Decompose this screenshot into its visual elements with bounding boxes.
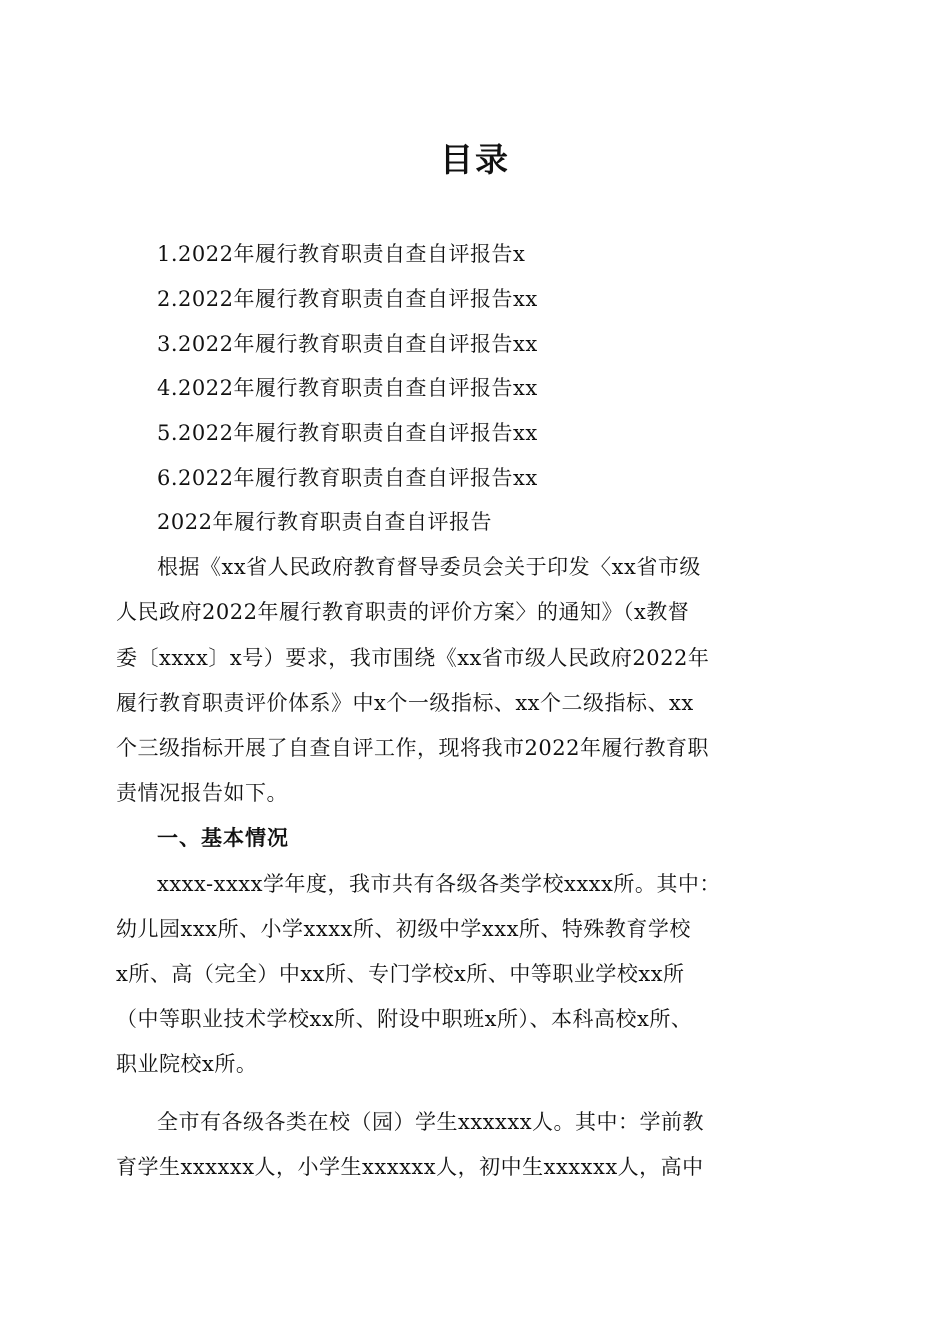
section-heading: 一、基本情况	[157, 826, 289, 851]
paragraph-line: 根据《xx省人民政府教育督导委员会关于印发〈xx省市级	[157, 555, 701, 580]
paragraph-line: （中等职业技术学校xx所、附设中职班x所）、本科高校x所、	[116, 1007, 693, 1032]
paragraph-line: 全市有各级各类在校（园）学生xxxxxx人。其中：学前教	[157, 1109, 705, 1134]
paragraph-line: 履行教育职责评价体系》中x个一级指标、xx个二级指标、xx	[116, 690, 694, 715]
toc-item[interactable]: 3.2022年履行教育职责自查自评报告xx	[157, 331, 538, 356]
paragraph-line: 个三级指标开展了自查自评工作，现将我市2022年履行教育职	[116, 736, 709, 761]
paragraph-line: xxxx-xxxx学年度，我市共有各级各类学校xxxx所。其中：	[157, 871, 721, 896]
table-of-contents	[157, 232, 877, 501]
toc-item[interactable]: 4.2022年履行教育职责自查自评报告xx	[157, 376, 538, 401]
paragraph-gap	[116, 1088, 834, 1100]
paragraph-line: 责情况报告如下。	[116, 781, 288, 806]
document-body	[116, 500, 834, 1190]
paragraph-line: 育学生xxxxxx人，小学生xxxxxx人，初中生xxxxxx人，高中	[116, 1154, 704, 1179]
paragraph-line: 职业院校x所。	[116, 1052, 258, 1077]
students-paragraph	[116, 1100, 834, 1190]
toc-item[interactable]: 5.2022年履行教育职责自查自评报告xx	[157, 421, 538, 446]
paragraph-line: 幼儿园xxx所、小学xxxx所、初级中学xxx所、特殊教育学校	[116, 916, 691, 941]
page-title: 目录	[440, 140, 510, 179]
paragraph-line: 委〔xxxx〕x号）要求，我市围绕《xx省市级人民政府2022年	[116, 645, 710, 670]
toc-item[interactable]: 6.2022年履行教育职责自查自评报告xx	[157, 465, 538, 490]
schools-paragraph	[116, 862, 834, 1088]
report-title: 2022年履行教育职责自查自评报告	[157, 510, 492, 534]
toc-item[interactable]: 2.2022年履行教育职责自查自评报告xx	[157, 286, 538, 311]
intro-paragraph	[116, 545, 834, 816]
paragraph-line: 人民政府2022年履行教育职责的评价方案〉的通知》（x教督	[116, 600, 690, 625]
toc-item[interactable]: 1.2022年履行教育职责自查自评报告x	[157, 242, 526, 266]
paragraph-line: x所、高（完全）中xx所、专门学校x所、中等职业学校xx所	[116, 962, 685, 987]
